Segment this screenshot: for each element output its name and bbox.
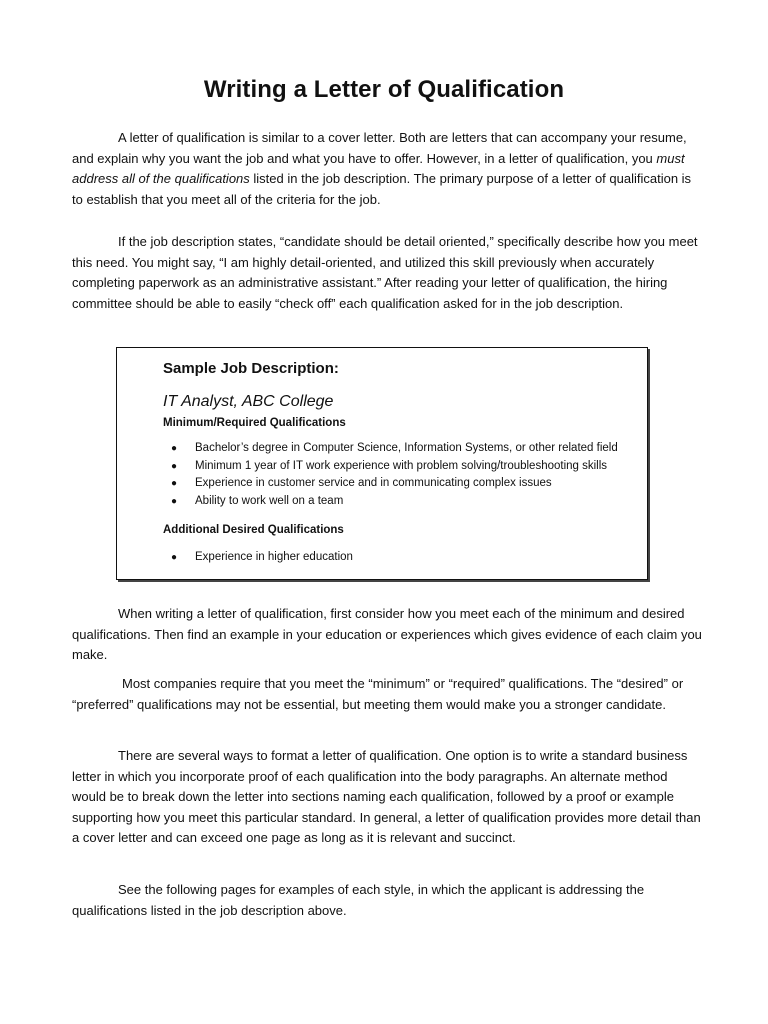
bullet-icon: ● xyxy=(171,460,178,472)
list-item xyxy=(163,493,618,511)
paragraph-example: If the job description states, “candidate should be detail oriented,” specifically describe how you meet this need. You might say, “I am highly detail-oriented, and utilized this skill previously when accurately completing paperwork as an administrative assistant.” After reading your letter of qualification, the hiring committee should be able to easily “check off” each qualification asked for in the job description. xyxy=(72,234,698,311)
desired-qualifications-list xyxy=(163,549,353,567)
list-item-text: Experience in higher education xyxy=(195,551,353,563)
list-item xyxy=(163,549,353,567)
desired-qualifications-heading: Additional Desired Qualifications xyxy=(163,524,344,536)
paragraph-intro-text-end: listed in the job description. The primary purpose of a letter of qualification is to establish that you meet all of the criteria for the job. xyxy=(72,171,692,207)
list-item-text: Minimum 1 year of IT work experience with problem solving/troubleshooting skills xyxy=(195,459,608,472)
list-item xyxy=(163,440,618,458)
list-item xyxy=(163,458,618,476)
list-item-text: Bachelor’s degree in Computer Science, Information Systems, or other related field xyxy=(195,442,618,454)
list-item xyxy=(163,475,618,493)
required-qualifications-list xyxy=(163,440,618,510)
list-item-text: Ability to work well on a team xyxy=(195,494,344,507)
bullet-icon: ● xyxy=(171,443,178,454)
paragraph-intro-emphasis: must address all of the qualifications xyxy=(72,150,685,187)
bullet-icon: ● xyxy=(171,552,178,563)
bullet-icon: ● xyxy=(171,478,178,489)
sample-heading: Sample Job Description: xyxy=(163,360,339,377)
paragraph-intro xyxy=(72,128,704,210)
paragraph-following: See the following pages for examples of each style, in which the applicant is addressing the qualifications listed in the job description above. xyxy=(72,882,645,918)
paragraph-consider: When writing a letter of qualification, first consider how you meet each of the minimum and desired qualifications. Then find an example in your education or experiences which gives evidence of each claim you make. xyxy=(72,606,702,663)
job-title: IT Analyst, ABC College xyxy=(163,393,334,410)
bullet-icon: ● xyxy=(171,495,178,507)
paragraph-format: There are several ways to format a letter of qualification. One option is to write a standard business letter in which you incorporate proof of each qualification into the body paragraphs. An alternate method would be to break down the letter into sections naming each qualification, followed by a proof or example supporting how you meet this particular standard. In general, a letter of qualification provides more detail than a cover letter and can exceed one page as long as it is relevant and succinct. xyxy=(72,748,701,846)
list-item-text: Experience in customer service and in communicating complex issues xyxy=(195,477,552,489)
paragraph-requirements: Most companies require that you meet the “minimum” or “required” qualifications. The “desired” or “preferred” qualifications may not be essential, but meeting them would make you a stronger candidate. xyxy=(72,676,684,712)
paragraph-intro-text: A letter of qualification is similar to a cover letter. Both are letters that can accompany your resume, and explain why you want the job and what you have to offer. However, in a letter of qualification, you xyxy=(72,130,687,166)
required-qualifications-heading: Minimum/Required Qualifications xyxy=(163,417,346,429)
sample-job-description-box xyxy=(116,347,648,580)
page-title: Writing a Letter of Qualification xyxy=(203,76,565,103)
